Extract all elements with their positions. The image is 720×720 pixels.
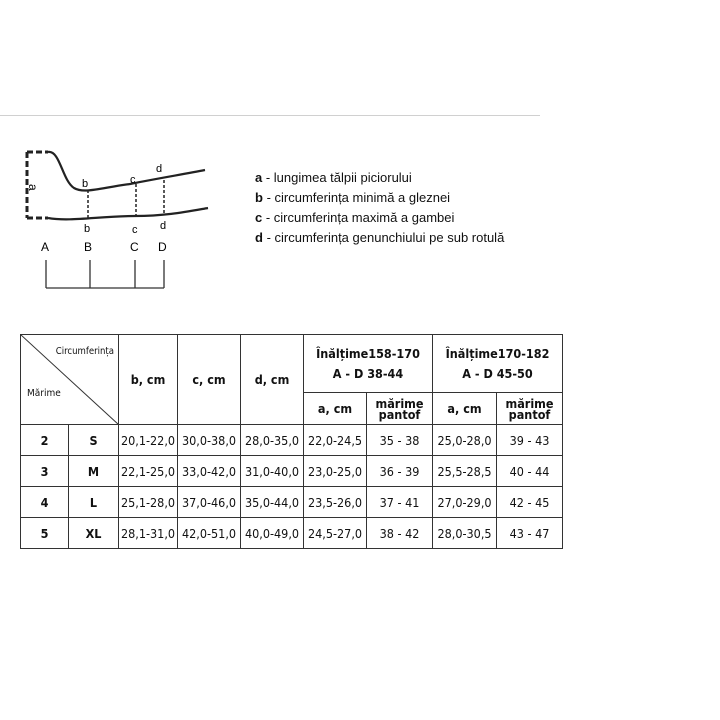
table-row bbox=[21, 425, 563, 456]
cell-shoe2: 42 - 45 bbox=[497, 487, 563, 518]
legend-item-b: b - circumferința minimă a gleznei bbox=[255, 190, 451, 205]
corner-header bbox=[21, 335, 119, 425]
legend-item-a: a - lungimea tălpii piciorului bbox=[255, 170, 412, 185]
col-header-c: c, cm bbox=[178, 335, 241, 425]
cell-c: 33,0-42,0 bbox=[178, 456, 241, 487]
cell-b: 20,1-22,0 bbox=[119, 425, 178, 456]
cell-d: 40,0-49,0 bbox=[241, 518, 304, 549]
leg-measurement-diagram bbox=[0, 140, 230, 300]
legend-item-c: c - circumferința maximă a gambei bbox=[255, 210, 455, 225]
cell-d: 35,0-44,0 bbox=[241, 487, 304, 518]
size-chart-table bbox=[20, 334, 563, 549]
label-d-upper: d bbox=[156, 163, 163, 175]
measurement-legend bbox=[255, 168, 504, 248]
size-label: M bbox=[69, 456, 119, 487]
leg-outline bbox=[48, 152, 205, 191]
cell-a1: 24,5-27,0 bbox=[304, 518, 367, 549]
size-label: L bbox=[69, 487, 119, 518]
letter-C: C bbox=[130, 240, 139, 254]
size-number: 5 bbox=[21, 518, 69, 549]
label-c-upper: c bbox=[130, 174, 136, 186]
legend-item-d: d - circumferința genunchiului pe sub rotulă bbox=[255, 230, 505, 245]
table-row bbox=[21, 518, 563, 549]
cell-c: 30,0-38,0 bbox=[178, 425, 241, 456]
cell-shoe2: 39 - 43 bbox=[497, 425, 563, 456]
letter-D: D bbox=[158, 240, 167, 254]
table-row bbox=[21, 456, 563, 487]
subheader-a-group1: a, cm bbox=[304, 393, 367, 425]
cell-c: 42,0-51,0 bbox=[178, 518, 241, 549]
col-header-b: b, cm bbox=[119, 335, 178, 425]
group-header-height-170-182 bbox=[433, 335, 563, 393]
cell-d: 31,0-40,0 bbox=[241, 456, 304, 487]
cell-a2: 25,5-28,5 bbox=[433, 456, 497, 487]
cell-a1: 22,0-24,5 bbox=[304, 425, 367, 456]
cell-a2: 27,0-29,0 bbox=[433, 487, 497, 518]
group1-line1: Înălțime158-170 bbox=[316, 345, 420, 361]
table-row bbox=[21, 487, 563, 518]
cell-shoe2: 40 - 44 bbox=[497, 456, 563, 487]
subheader-shoe-group1: mărime pantof bbox=[367, 393, 433, 425]
size-number: 3 bbox=[21, 456, 69, 487]
subheader-shoe-group2: mărime pantof bbox=[497, 393, 563, 425]
cell-shoe1: 38 - 42 bbox=[367, 518, 433, 549]
size-number: 2 bbox=[21, 425, 69, 456]
subheader-a-group2: a, cm bbox=[433, 393, 497, 425]
cell-b: 28,1-31,0 bbox=[119, 518, 178, 549]
leg-outline-bottom bbox=[48, 208, 208, 219]
corner-label-circumference: Circumferința bbox=[55, 346, 114, 357]
cell-b: 22,1-25,0 bbox=[119, 456, 178, 487]
label-b-lower: b bbox=[84, 223, 91, 235]
group2-line1: Înălțime170-182 bbox=[445, 345, 550, 361]
cell-a1: 23,0-25,0 bbox=[304, 456, 367, 487]
cell-d: 28,0-35,0 bbox=[241, 425, 304, 456]
group-header-height-158-170 bbox=[304, 335, 433, 393]
label-d-lower: d bbox=[160, 220, 167, 232]
group2-line2: A - D 45-50 bbox=[462, 365, 533, 381]
size-label: S bbox=[69, 425, 119, 456]
size-number: 4 bbox=[21, 487, 69, 518]
label-b-upper: b bbox=[82, 178, 89, 190]
bracket-label-a: a bbox=[26, 184, 40, 191]
cell-c: 37,0-46,0 bbox=[178, 487, 241, 518]
scale-bar bbox=[46, 260, 164, 288]
cell-a2: 28,0-30,5 bbox=[433, 518, 497, 549]
corner-label-size: Mărime bbox=[27, 388, 61, 399]
col-header-d: d, cm bbox=[241, 335, 304, 425]
cell-shoe2: 43 - 47 bbox=[497, 518, 563, 549]
cell-shoe1: 36 - 39 bbox=[367, 456, 433, 487]
top-divider bbox=[0, 115, 540, 116]
cell-a2: 25,0-28,0 bbox=[433, 425, 497, 456]
group1-line2: A - D 38-44 bbox=[332, 365, 404, 381]
cell-shoe1: 37 - 41 bbox=[367, 487, 433, 518]
label-c-lower: c bbox=[132, 224, 138, 236]
cell-b: 25,1-28,0 bbox=[119, 487, 178, 518]
cell-a1: 23,5-26,0 bbox=[304, 487, 367, 518]
letter-A: A bbox=[41, 240, 50, 254]
cell-shoe1: 35 - 38 bbox=[367, 425, 433, 456]
letter-B: B bbox=[84, 240, 93, 254]
size-label: XL bbox=[69, 518, 119, 549]
